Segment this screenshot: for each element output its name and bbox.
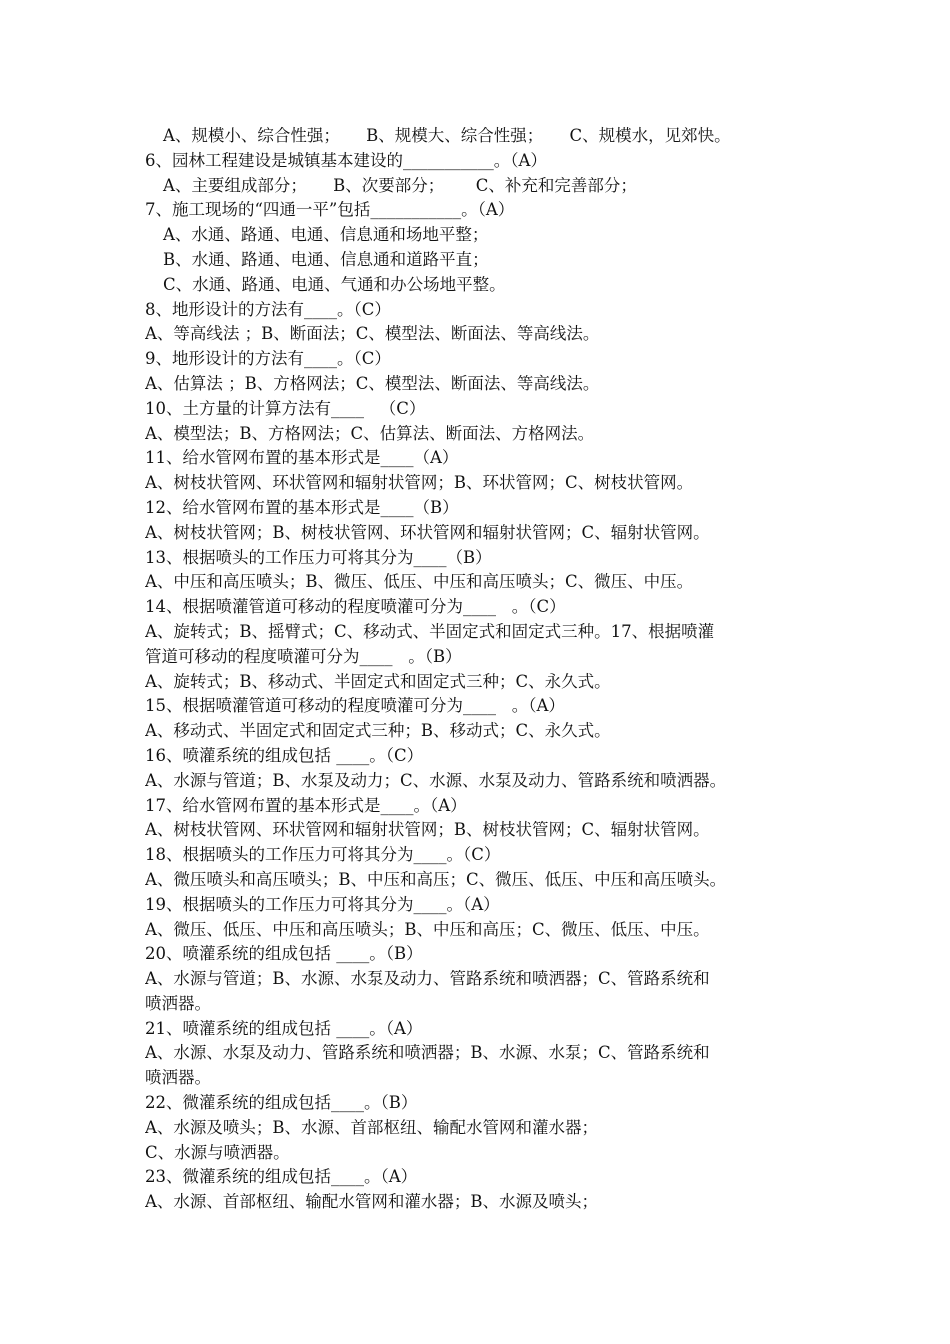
text-line: 13、根据喷头的工作压力可将其分为____（B） [145, 547, 492, 567]
text-line: 22、微灌系统的组成包括____。（B） [145, 1093, 418, 1113]
document-page [145, 124, 815, 1215]
text-line: A、微压喷头和高压喷头；B、中压和高压；C、微压、低压、中压和高压喷头。 [145, 869, 727, 889]
text-line: 16、喷灌系统的组成包括 ____。（C） [145, 745, 424, 765]
text-line: A、模型法；B、方格网法；C、估算法、断面法、方格网法。 [145, 423, 595, 443]
text-line: 18、根据喷头的工作压力可将其分为____。（C） [145, 845, 501, 865]
text-line: A、规模小、综合性强； B、规模大、综合性强； C、规模水，见郊快。 [163, 126, 731, 145]
text-line: A、树枝状管网、环状管网和辐射状管网；B、树枝状管网；C、辐射状管网。 [145, 820, 710, 840]
text-line: 6、园林工程建设是城镇基本建设的___________。（A） [145, 150, 547, 170]
text-line: A、移动式、半固定式和固定式三种；B、移动式；C、永久式。 [145, 721, 611, 741]
text-line: 7、施工现场的“四通一平”包括___________。（A） [145, 200, 515, 220]
text-line: 23、微灌系统的组成包括____。（A） [145, 1167, 418, 1187]
text-line: 15、根据喷灌管道可移动的程度喷灌可分为____ 。（A） [145, 696, 565, 716]
text-line: A、树枝状管网、环状管网和辐射状管网；B、环状管网；C、树枝状管网。 [145, 473, 694, 493]
text-line: 10、土方量的计算方法有____ （C） [145, 398, 426, 418]
text-line: A、水源与管道；B、水源、水泵及动力、管路系统和喷洒器；C、管路系统和 [145, 969, 710, 989]
text-line: A、水源、水泵及动力、管路系统和喷洒器；B、水源、水泵；C、管路系统和 [145, 1043, 710, 1063]
text-line: 管道可移动的程度喷灌可分为____ 。（B） [145, 646, 462, 666]
text-line: 17、给水管网布置的基本形式是____。（A） [145, 795, 467, 815]
text-line: 19、根据喷头的工作压力可将其分为____。（A） [145, 894, 500, 914]
text-line: 12、给水管网布置的基本形式是____（B） [145, 497, 459, 517]
text-line: A、水源与管道；B、水泵及动力；C、水源、水泵及动力、管路系统和喷洒器。 [145, 770, 727, 790]
text-line: A、旋转式；B、移动式、半固定式和固定式三种；C、永久式。 [145, 671, 611, 691]
text-line: A、估算法 ；B、方格网法；C、模型法、断面法、等高线法。 [145, 373, 600, 393]
text-line: 喷洒器。 [145, 1068, 211, 1088]
text-line: A、水源及喷头；B、水源、首部枢纽、输配水管网和灌水器； [145, 1117, 599, 1137]
text-line: A、树枝状管网；B、树枝状管网、环状管网和辐射状管网；C、辐射状管网。 [145, 522, 710, 542]
text-line: 9、地形设计的方法有____。（C） [145, 349, 391, 369]
text-line: A、旋转式；B、摇臂式；C、移动式、半固定式和固定式三种。17、根据喷灌 [145, 621, 715, 641]
text-line: 14、根据喷灌管道可移动的程度喷灌可分为____ 。（C） [145, 597, 566, 617]
text-line: A、水通、路通、电通、信息通和场地平整； [163, 225, 489, 245]
text-line: 11、给水管网布置的基本形式是____（A） [145, 448, 459, 468]
text-line: C、水通、路通、电通、气通和办公场地平整。 [163, 274, 506, 294]
text-line: A、等高线法 ；B、断面法；C、模型法、断面法、等高线法。 [145, 324, 600, 344]
text-line: C、水源与喷洒器。 [145, 1142, 290, 1162]
text-line: A、水源、首部枢纽、输配水管网和灌水器；B、水源及喷头； [145, 1192, 599, 1212]
text-line: A、中压和高压喷头；B、微压、低压、中压和高压喷头；C、微压、中压。 [145, 572, 694, 592]
text-line: 21、喷灌系统的组成包括 ____。（A） [145, 1018, 423, 1038]
text-line: A、微压、低压、中压和高压喷头；B、中压和高压；C、微压、低压、中压。 [145, 919, 710, 939]
text-line: B、水通、路通、电通、信息通和道路平直； [163, 249, 489, 269]
text-line: 20、喷灌系统的组成包括 ____。（B） [145, 944, 423, 964]
text-line: A、主要组成部分； B、次要部分； C、补充和完善部分； [163, 175, 637, 195]
text-line: 8、地形设计的方法有____。（C） [145, 299, 391, 319]
text-line: 喷洒器。 [145, 993, 211, 1013]
